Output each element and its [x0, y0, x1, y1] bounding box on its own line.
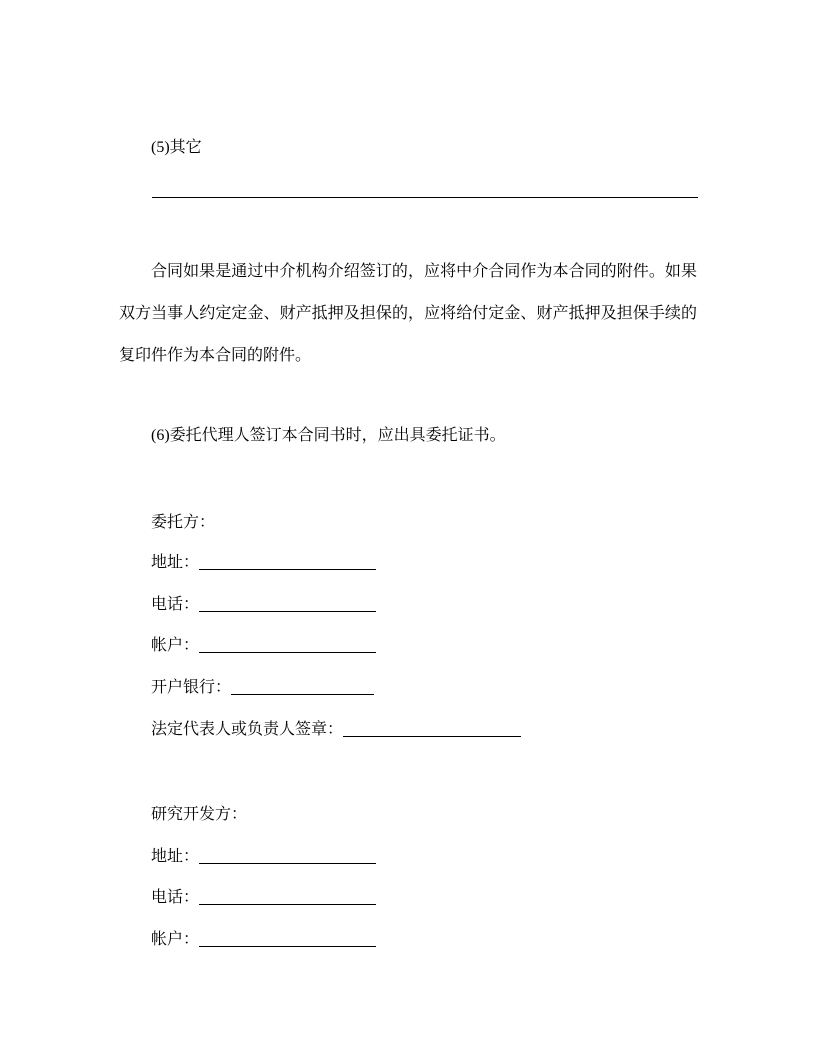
rd-phone-label: 电话： [151, 889, 200, 906]
entrusting-address-blank[interactable] [199, 553, 376, 570]
item5-heading: (5)其它 [151, 139, 202, 156]
rd-phone-row [151, 887, 376, 908]
entrusting-phone-label: 电话： [151, 596, 200, 613]
entrusting-address-row [151, 552, 376, 573]
rd-account-label: 帐户： [151, 931, 200, 948]
entrusting-signature-row [151, 719, 521, 740]
entrusting-phone-row [151, 594, 376, 615]
entrusting-address-label: 地址： [151, 554, 200, 571]
entrusting-account-blank[interactable] [199, 636, 376, 653]
rd-address-row [151, 846, 376, 867]
entrusting-signature-label: 法定代表人或负责人签章： [151, 721, 344, 738]
entrusting-account-row [151, 635, 376, 656]
rd-address-label: 地址： [151, 848, 200, 865]
entrusting-party-title: 委托方： [151, 514, 216, 531]
entrusting-bank-label: 开户银行： [151, 679, 232, 696]
entrusting-phone-blank[interactable] [199, 595, 376, 612]
entrusting-bank-blank[interactable] [231, 678, 374, 695]
rd-account-blank[interactable] [199, 930, 376, 947]
intermediary-paragraph: 合同如果是通过中介机构介绍签订的，应将中介合同作为本合同的附件。如果双方当事人约定定金、财产抵押及担保的，应将给付定金、财产抵押及担保手续的复印件作为本合同的附件。 [119, 263, 697, 364]
rd-phone-blank[interactable] [199, 888, 376, 905]
rd-party-title: 研究开发方： [151, 806, 248, 823]
rd-address-blank[interactable] [199, 847, 376, 864]
entrusting-bank-row [151, 677, 374, 698]
item5-blank-line[interactable] [152, 197, 698, 198]
entrusting-account-label: 帐户： [151, 637, 200, 654]
item6-clause: (6)委托代理人签订本合同书时，应出具委托证书。 [151, 427, 506, 444]
rd-account-row [151, 929, 376, 950]
entrusting-signature-blank[interactable] [343, 720, 521, 737]
